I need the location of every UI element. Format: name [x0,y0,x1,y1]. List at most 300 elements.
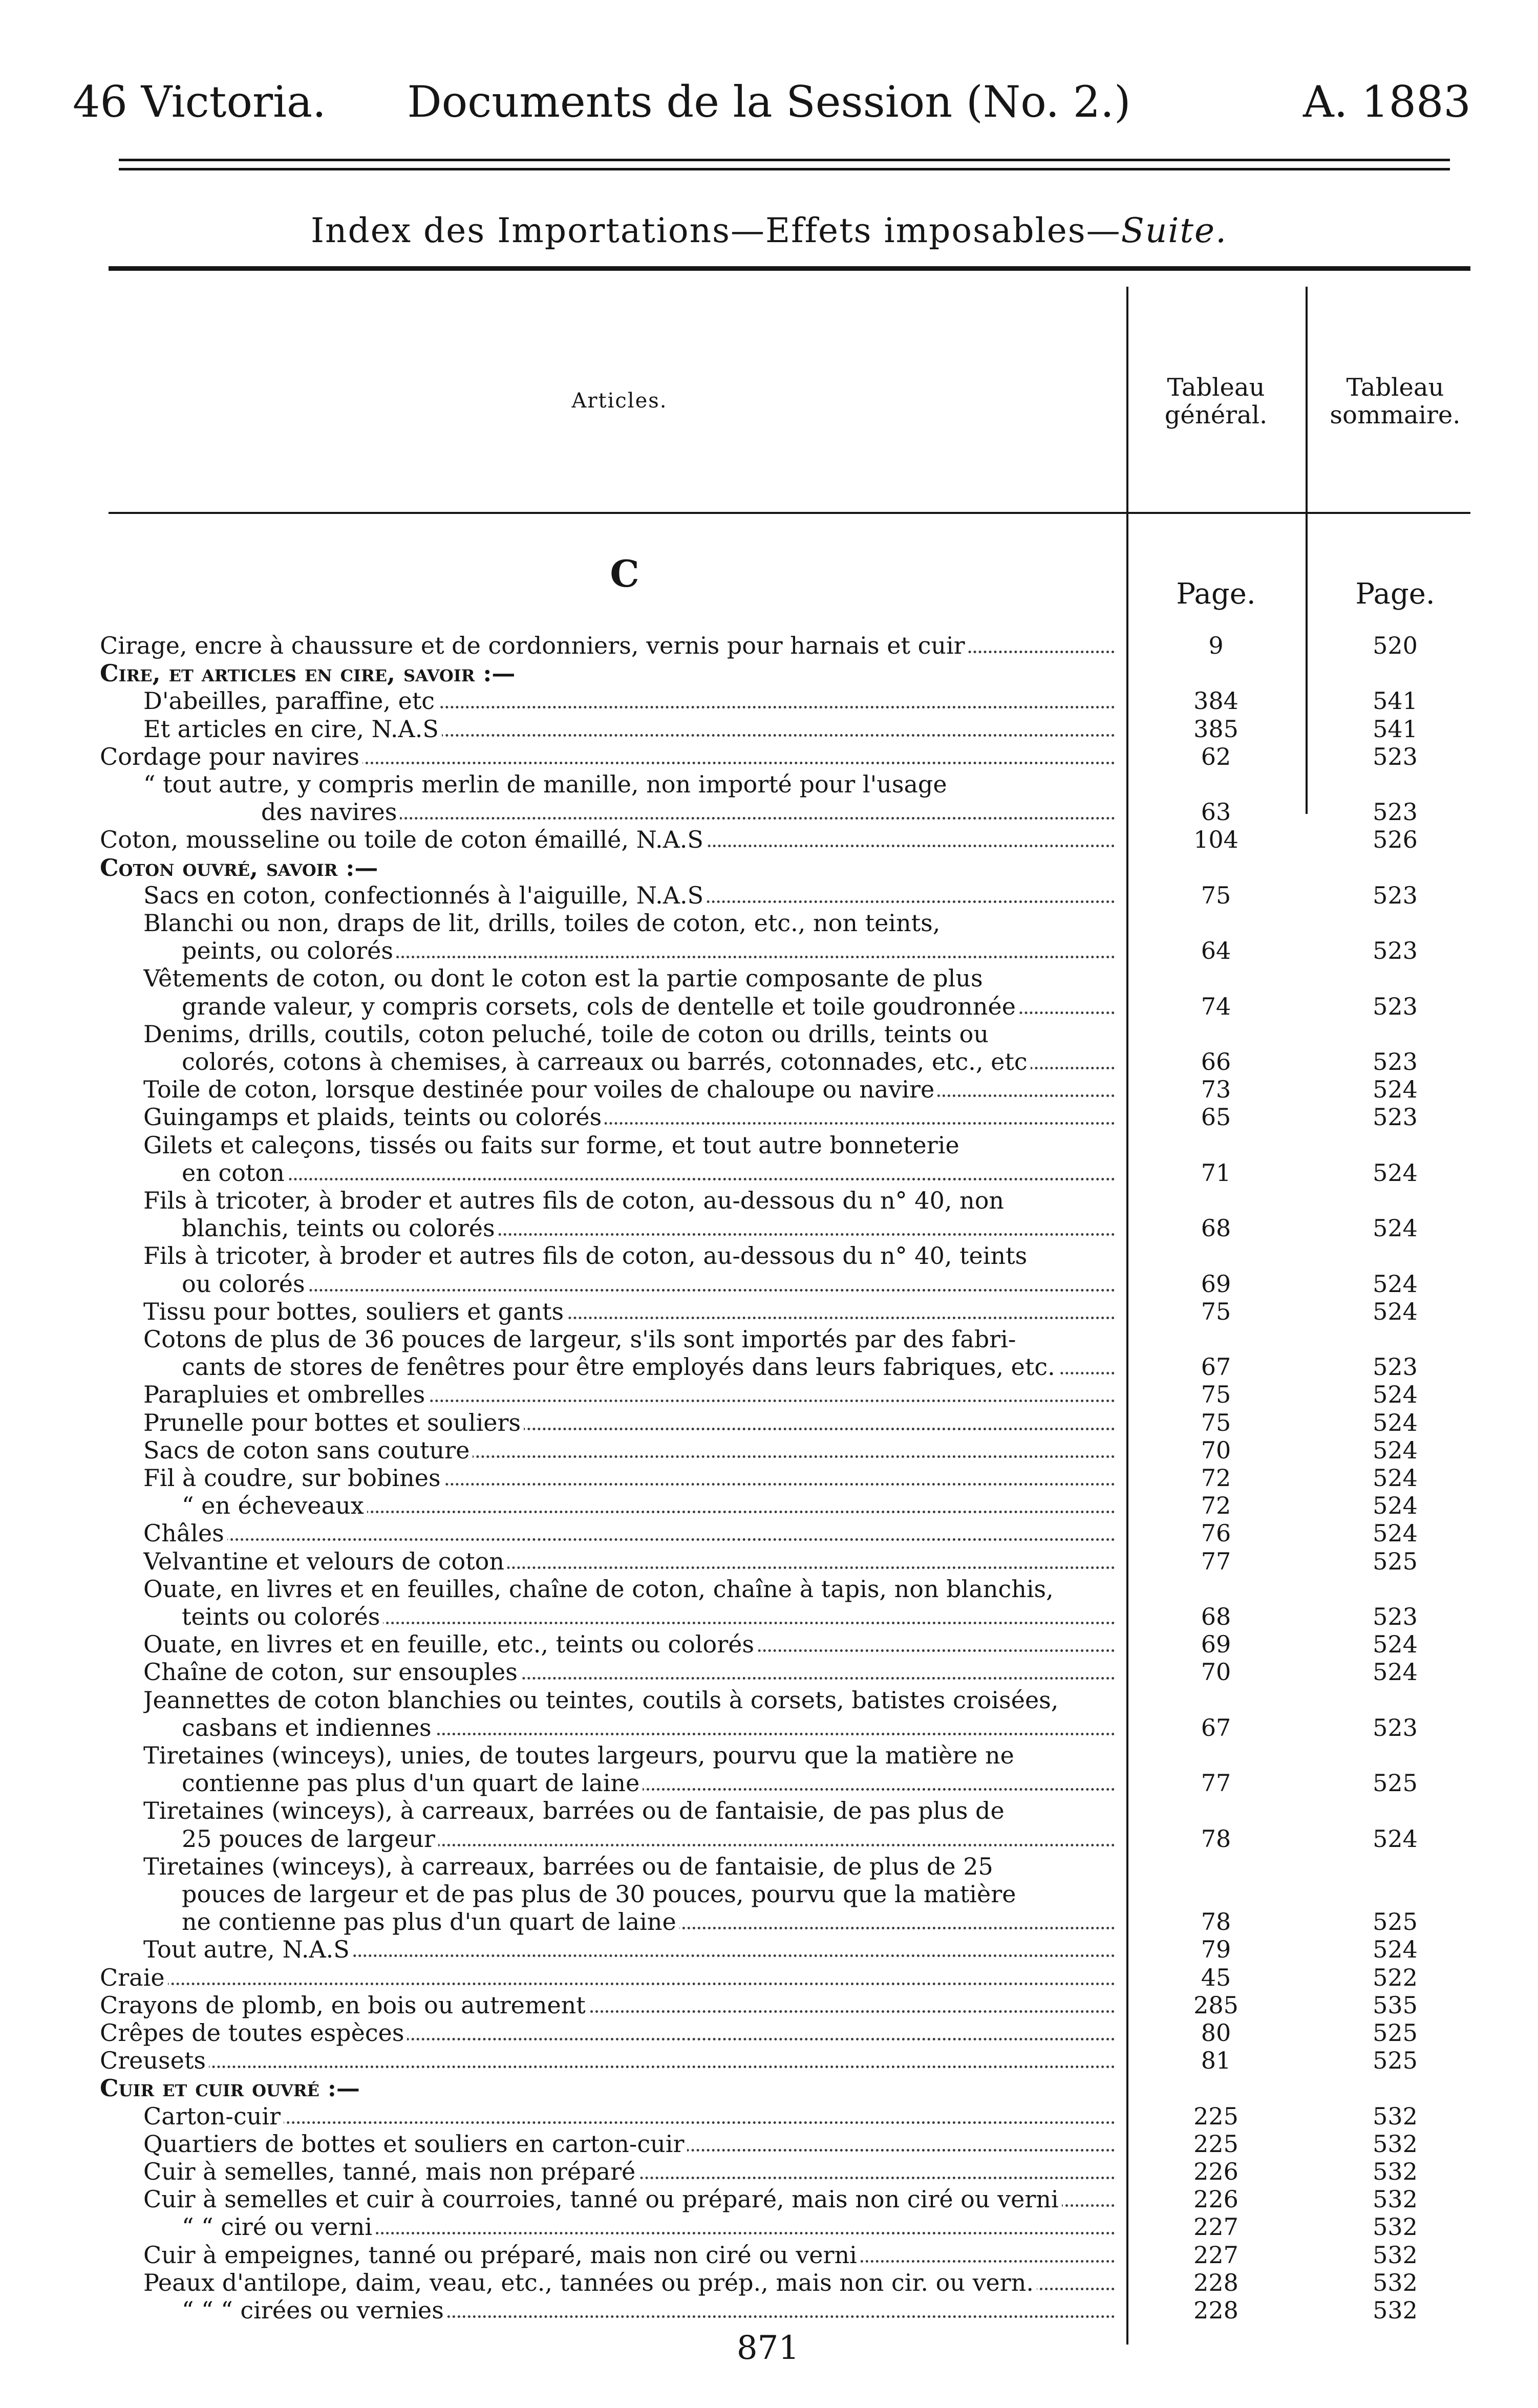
article-text: 25 pouces de largeur [182,1825,438,1853]
index-entry-row [0,2158,1538,2185]
article-text: Cuir à semelles et cuir à courroies, tanné ou préparé, mais non ciré ou verni [143,2185,1062,2213]
tableau-sommaire-page: 525 [1373,2019,1418,2047]
tableau-general-page [1126,1575,1306,1603]
dot-leader [100,1983,1115,1985]
article-cell [143,1519,1121,1547]
article-cell [143,1381,1121,1408]
tableau-general-page: 70 [1201,1436,1231,1464]
article-text: Crêpes de toutes espèces [100,2019,407,2047]
article-cell [100,2047,1121,2074]
article-cell [182,1603,1121,1630]
tableau-general-page: 228 [1193,2268,1238,2296]
article-cell [182,1880,1121,1908]
tableau-sommaire-page: 524 [1373,1630,1418,1659]
tableau-sommaire-page: 532 [1373,2268,1418,2296]
article-cell [100,743,1121,770]
article-cell [182,1908,1121,1936]
article-text: Crayons de plomb, en bois ou autrement [100,1991,589,2019]
article-cell [143,2158,1121,2185]
tableau-sommaire-page: 522 [1373,1963,1418,1991]
article-text: “ “ ciré ou verni [182,2213,375,2241]
index-entry-row [0,1076,1538,1103]
header-row-rule [109,512,1470,514]
index-entry-row [0,2269,1538,2296]
index-entry-row [0,715,1538,743]
tableau-sommaire-page: 520 [1373,632,1418,659]
article-cell [182,1270,1121,1298]
article-cell [143,1658,1121,1686]
tableau-general-page: 62 [1201,742,1231,770]
article-cell [100,1991,1121,2019]
running-header-left: 46 Victoria. [73,77,326,127]
page-number: 871 [736,2329,800,2367]
article-text: Gilets et caleçons, tissés ou faits sur forme, et tout autre bonneterie [143,1131,963,1159]
article-text: Parapluies et ombrelles [143,1381,428,1408]
index-entry-row [0,1797,1538,1824]
article-cell [100,2074,1121,2102]
tableau-general-page [1126,1020,1306,1048]
article-cell [100,2019,1121,2047]
tableau-general-page: 63 [1201,798,1231,826]
index-entry-row [0,2213,1538,2241]
article-cell [143,1936,1121,1963]
tableau-sommaire-page [1306,659,1485,687]
index-entry-row [0,1630,1538,1658]
article-cell [182,937,1121,964]
article-text: Toile de coton, lorsque destinée pour voiles de chaloupe ou navire [143,1076,937,1103]
tableau-general-page [1126,1686,1306,1714]
article-text: Et articles en cire, N.A.S [143,715,442,743]
page-label-general: Page. [1176,577,1256,611]
index-entry-row [0,937,1538,964]
article-cell [143,2269,1121,2296]
dot-leader [143,1538,1115,1541]
page-title [0,211,1538,250]
article-text: Châles [143,1519,227,1547]
tableau-sommaire-page: 523 [1373,1353,1418,1381]
tableau-general-page: 75 [1201,1408,1231,1436]
tableau-sommaire-page: 532 [1373,2296,1418,2324]
tableau-sommaire-page [1306,1242,1485,1270]
article-cell [143,2185,1121,2213]
title-rule [109,266,1470,271]
article-text: Prunelle pour bottes et souliers [143,1409,524,1436]
article-cell [143,909,1121,937]
tableau-sommaire-page [1306,909,1485,937]
tableau-sommaire-page [1306,1131,1485,1159]
running-header-right: A. 1883 [1303,77,1471,127]
index-entry-row [0,1575,1538,1603]
tableau-general-page [1126,2074,1306,2102]
index-entry-row [0,1741,1538,1769]
article-cell [182,1769,1121,1797]
article-text: Cordage pour navires [100,743,362,770]
tableau-sommaire-page [1306,1741,1485,1769]
article-cell [182,1492,1121,1519]
index-entry-row [0,1519,1538,1547]
article-text: Cirage, encre à chaussure et de cordonniers, vernis pour harnais et cuir [100,632,968,659]
tableau-sommaire-page: 535 [1373,1991,1418,2019]
index-entry-row [0,2102,1538,2130]
index-entry-row [0,2185,1538,2213]
article-text: peints, ou colorés [182,937,396,964]
article-cell [143,687,1121,715]
index-entry-row [0,1048,1538,1076]
tableau-sommaire-page: 524 [1373,1381,1418,1409]
index-entry-row [0,1436,1538,1464]
article-text: teints ou colorés [182,1603,383,1630]
tableau-sommaire-page: 532 [1373,2158,1418,2185]
tableau-sommaire-page [1306,1797,1485,1824]
article-text: Craie [100,1964,168,1991]
tableau-sommaire-page [1306,1880,1485,1908]
tableau-general-page: 78 [1201,1908,1231,1936]
article-cell [182,2296,1121,2324]
article-text: Ouate, en livres et en feuille, etc., teints ou colorés [143,1630,757,1658]
index-entry-row [0,1214,1538,1242]
tableau-sommaire-page: 525 [1373,1769,1418,1797]
index-entry-row [0,1658,1538,1686]
article-text: Fil à coudre, sur bobines [143,1464,444,1492]
article-cell [143,715,1121,743]
article-text: “ “ “ cirées ou vernies [182,2296,447,2324]
tableau-general-page: 9 [1208,632,1224,659]
dot-leader [182,1178,1115,1180]
index-entry-row [0,2074,1538,2102]
header-rule-top [119,159,1450,161]
article-cell [143,2241,1121,2269]
article-text: Tiretaines (winceys), unies, de toutes largeurs, pourvu que la matière ne [143,1741,1017,1769]
article-text: cants de stores de fenêtres pour être employés dans leurs fabriques, etc. [182,1353,1058,1381]
article-text: Ouate, en livres et en feuilles, chaîne de coton, chaîne à tapis, non blanchis, [143,1575,1057,1603]
article-cell [143,1630,1121,1658]
article-text: Creusets [100,2047,209,2074]
tableau-general-page: 67 [1201,1713,1231,1741]
title-main: Index des Importations—Effets imposables— [310,211,1121,250]
index-entry-row [0,1381,1538,1408]
article-text: Guingamps et plaids, teints ou colorés [143,1103,605,1131]
tableau-general-page: 79 [1201,1936,1231,1964]
index-entry-row [0,1714,1538,1741]
tableau-sommaire-page: 524 [1373,1076,1418,1104]
tableau-general-page: 285 [1193,1991,1238,2019]
article-cell [143,1103,1121,1131]
index-entry-row [0,2047,1538,2074]
article-text: Coton, mousseline ou toile de coton émaillé, N.A.S [100,826,707,853]
article-text: Cuir et cuir ouvré :— [100,2074,363,2102]
tableau-sommaire-page: 524 [1373,1158,1418,1187]
article-cell [143,881,1121,909]
article-cell [143,964,1121,992]
article-cell [182,2213,1121,2241]
article-cell [143,770,1121,798]
tableau-sommaire-page: 523 [1373,1048,1418,1076]
tableau-sommaire-page: 525 [1373,1547,1418,1575]
article-text: Jeannettes de coton blanchies ou teintes, coutils à corsets, batistes croisées, [143,1686,1061,1714]
article-cell [100,1964,1121,1991]
article-cell [143,1464,1121,1492]
article-text: colorés, cotons à chemises, à carreaux ou barrés, cotonnades, etc., etc [182,1048,1031,1076]
article-cell [143,2130,1121,2158]
index-entry-row [0,1603,1538,1630]
index-entry-row [0,1769,1538,1797]
column-header-tableau-sommaire: Tableau sommaire. [1330,373,1461,429]
tableau-sommaire-page: 523 [1373,992,1418,1020]
tableau-general-page [1126,1242,1306,1270]
index-entry-row [0,1464,1538,1492]
tableau-general-page: 104 [1193,826,1238,854]
section-letter: C [610,552,639,595]
tableau-general-page [1126,909,1306,937]
tableau-sommaire-page [1306,770,1485,798]
index-entry-row [0,1103,1538,1131]
tableau-sommaire-page [1306,1187,1485,1214]
tableau-sommaire-page: 541 [1373,687,1418,715]
index-entry-row [0,2241,1538,2269]
article-cell [143,1436,1121,1464]
tableau-sommaire-page: 532 [1373,2185,1418,2213]
article-cell [261,798,1121,826]
index-entry-row [0,1825,1538,1853]
tableau-sommaire-page: 523 [1373,798,1418,826]
index-entry-row [0,1298,1538,1325]
index-entry-row [0,909,1538,937]
article-text: Tissu pour bottes, souliers et gants [143,1298,567,1325]
article-text: en coton [182,1159,288,1187]
tableau-general-page: 72 [1201,1492,1231,1520]
index-entry-row [0,1409,1538,1436]
index-entry-row [0,687,1538,715]
tableau-sommaire-page: 523 [1373,1713,1418,1741]
tableau-general-page: 77 [1201,1547,1231,1575]
article-text: des navires [261,798,400,826]
tableau-general-page: 68 [1201,1603,1231,1630]
tableau-sommaire-page [1306,1686,1485,1714]
article-cell [143,1325,1121,1353]
article-cell [182,1714,1121,1741]
article-text: Cuir à semelles, tanné, mais non préparé [143,2158,638,2185]
tableau-sommaire-page: 532 [1373,2213,1418,2241]
tableau-general-page [1126,1880,1306,1908]
tableau-general-page: 228 [1193,2296,1238,2324]
tableau-sommaire-page: 526 [1373,826,1418,854]
dot-leader [182,1289,1115,1292]
tableau-sommaire-page: 523 [1373,1603,1418,1630]
header-rule-bottom [119,168,1450,170]
tableau-sommaire-page: 524 [1373,1824,1418,1853]
tableau-sommaire-page: 532 [1373,2241,1418,2269]
index-entry-row [0,1242,1538,1270]
article-cell [143,1187,1121,1214]
tableau-sommaire-page: 524 [1373,1408,1418,1436]
article-cell [143,1575,1121,1603]
tableau-general-page: 75 [1201,881,1231,909]
article-cell [182,1159,1121,1187]
tableau-sommaire-page: 524 [1373,1492,1418,1520]
tableau-general-page: 75 [1201,1381,1231,1409]
article-text: Sacs en coton, confectionnés à l'aiguille, N.A.S [143,881,707,909]
index-entry-row [0,1964,1538,1991]
tableau-general-page: 75 [1201,1297,1231,1325]
article-text: Fils à tricoter, à broder et autres fils de coton, au-dessous du n° 40, teints [143,1242,1030,1270]
tableau-general-page: 66 [1201,1048,1231,1076]
tableau-general-page: 226 [1193,2185,1238,2213]
tableau-general-page: 69 [1201,1630,1231,1659]
index-entry-row [0,854,1538,881]
article-text: Velvantine et velours de coton [143,1547,507,1575]
article-text: Sacs de coton sans couture [143,1436,473,1464]
article-text: ou colorés [182,1270,308,1298]
index-entry-row [0,2019,1538,2047]
tableau-general-page [1126,1131,1306,1159]
index-entry-row [0,770,1538,798]
index-entry-row [0,1353,1538,1381]
running-header-center: Documents de la Session (No. 2.) [407,77,1131,127]
article-cell [143,1242,1121,1270]
article-cell [143,1298,1121,1325]
article-text: casbans et indiennes [182,1714,435,1741]
tableau-general-page: 76 [1201,1519,1231,1547]
article-cell [182,1048,1121,1076]
article-text: blanchis, teints ou colorés [182,1214,498,1242]
tableau-general-page: 73 [1201,1076,1231,1104]
tableau-sommaire-page: 532 [1373,2130,1418,2158]
index-entry-row [0,1325,1538,1353]
article-cell [100,854,1121,881]
article-text: pouces de largeur et de pas plus de 30 pouces, pourvu que la matière [182,1880,1019,1908]
article-cell [143,2102,1121,2130]
article-text: Fils à tricoter, à broder et autres fils de coton, au-dessous du n° 40, non [143,1187,1007,1214]
index-entry-row [0,1547,1538,1575]
tableau-general-page: 78 [1201,1824,1231,1853]
article-cell [143,1131,1121,1159]
article-cell [143,1741,1121,1769]
tableau-general-page: 71 [1201,1158,1231,1187]
index-entry-row [0,881,1538,909]
article-text: Tiretaines (winceys), à carreaux, barrées ou de fantaisie, de plus de 25 [143,1853,996,1880]
article-cell [100,659,1121,687]
tableau-general-page: 77 [1201,1769,1231,1797]
article-text: Tiretaines (winceys), à carreaux, barrées ou de fantaisie, de pas plus de [143,1797,1008,1824]
tableau-sommaire-page: 523 [1373,742,1418,770]
tableau-general-page [1126,1853,1306,1880]
tableau-general-page: 72 [1201,1464,1231,1492]
tableau-general-page: 74 [1201,992,1231,1020]
tableau-general-page: 385 [1193,715,1238,743]
article-cell [182,993,1121,1020]
tableau-sommaire-page: 524 [1373,1297,1418,1325]
tableau-sommaire-page: 525 [1373,2047,1418,2075]
tableau-sommaire-page [1306,1853,1485,1880]
tableau-general-page: 80 [1201,2019,1231,2047]
tableau-general-page [1126,854,1306,881]
index-entry-row [0,826,1538,853]
tableau-sommaire-page: 524 [1373,1658,1418,1686]
index-entry-row [0,1686,1538,1714]
tableau-sommaire-page [1306,2074,1485,2102]
index-entry-row [0,1936,1538,1963]
tableau-sommaire-page [1306,964,1485,992]
dot-leader [143,2121,1115,2124]
index-entry-row [0,1991,1538,2019]
tableau-general-page [1126,770,1306,798]
article-text: Coton ouvré, savoir :— [100,854,381,881]
tableau-sommaire-page: 524 [1373,1214,1418,1242]
article-cell [182,1825,1121,1853]
article-cell [143,1547,1121,1575]
tableau-general-page [1126,1325,1306,1353]
article-text: Cuir à empeignes, tanné ou préparé, mais non ciré ou verni [143,2241,860,2269]
tableau-general-page: 69 [1201,1270,1231,1298]
article-text: Tout autre, N.A.S [143,1936,353,1963]
index-entry-row [0,1020,1538,1048]
tableau-general-page: 81 [1201,2047,1231,2075]
tableau-general-page [1126,1741,1306,1769]
tableau-sommaire-page: 541 [1373,715,1418,743]
article-text: Cire, et articles en cire, savoir :— [100,659,518,687]
dot-leader [100,2066,1115,2068]
article-text: Denims, drills, coutils, coton peluché, toile de coton ou drills, teints ou [143,1020,992,1048]
article-text: Quartiers de bottes et souliers en carton-cuir [143,2130,687,2158]
article-text: Peaux d'antilope, daim, veau, etc., tannées ou prép., mais non cir. ou vern. [143,2269,1037,2296]
tableau-sommaire-page: 524 [1373,1519,1418,1547]
tableau-general-page [1126,1797,1306,1824]
article-text: Chaîne de coton, sur ensouples [143,1658,521,1686]
article-cell [143,1020,1121,1048]
article-text: grande valeur, y compris corsets, cols de dentelle et toile goudronnée [182,993,1019,1020]
tableau-general-page: 227 [1193,2241,1238,2269]
article-cell [143,1076,1121,1103]
index-entry-row [0,1908,1538,1936]
index-entry-row [0,743,1538,770]
article-text: Blanchi ou non, draps de lit, drills, toiles de coton, etc., non teints, [143,909,943,937]
index-entry-row [0,1492,1538,1519]
tableau-sommaire-page: 524 [1373,1936,1418,1964]
tableau-general-page: 45 [1201,1963,1231,1991]
index-entry-row [0,964,1538,992]
tableau-sommaire-page: 525 [1373,1908,1418,1936]
tableau-general-page: 227 [1193,2213,1238,2241]
index-entry-row [0,993,1538,1020]
article-text: ne contienne pas plus d'un quart de laine [182,1908,679,1936]
article-cell [143,1797,1121,1824]
article-cell [182,1353,1121,1381]
page-label-sommaire: Page. [1355,577,1435,611]
article-cell [100,826,1121,853]
tableau-general-page: 64 [1201,937,1231,965]
tableau-general-page: 384 [1193,687,1238,715]
tableau-general-page: 65 [1201,1103,1231,1131]
article-text: Carton-cuir [143,2102,284,2130]
article-cell [182,1214,1121,1242]
article-cell [143,1409,1121,1436]
tableau-general-page: 225 [1193,2130,1238,2158]
tableau-sommaire-page: 532 [1373,2102,1418,2130]
tableau-general-page: 70 [1201,1658,1231,1686]
index-entry-row [0,659,1538,687]
index-entry-row [0,1159,1538,1187]
tableau-sommaire-page: 524 [1373,1270,1418,1298]
index-entry-row [0,632,1538,659]
tableau-sommaire-page [1306,1020,1485,1048]
index-entry-row [0,1853,1538,1880]
index-entry-row [0,2296,1538,2324]
article-text: Cotons de plus de 36 pouces de largeur, s'ils sont importés par des fabri- [143,1325,1019,1353]
tableau-sommaire-page: 523 [1373,1103,1418,1131]
article-cell [143,1853,1121,1880]
tableau-general-page [1126,964,1306,992]
tableau-general-page [1126,1187,1306,1214]
